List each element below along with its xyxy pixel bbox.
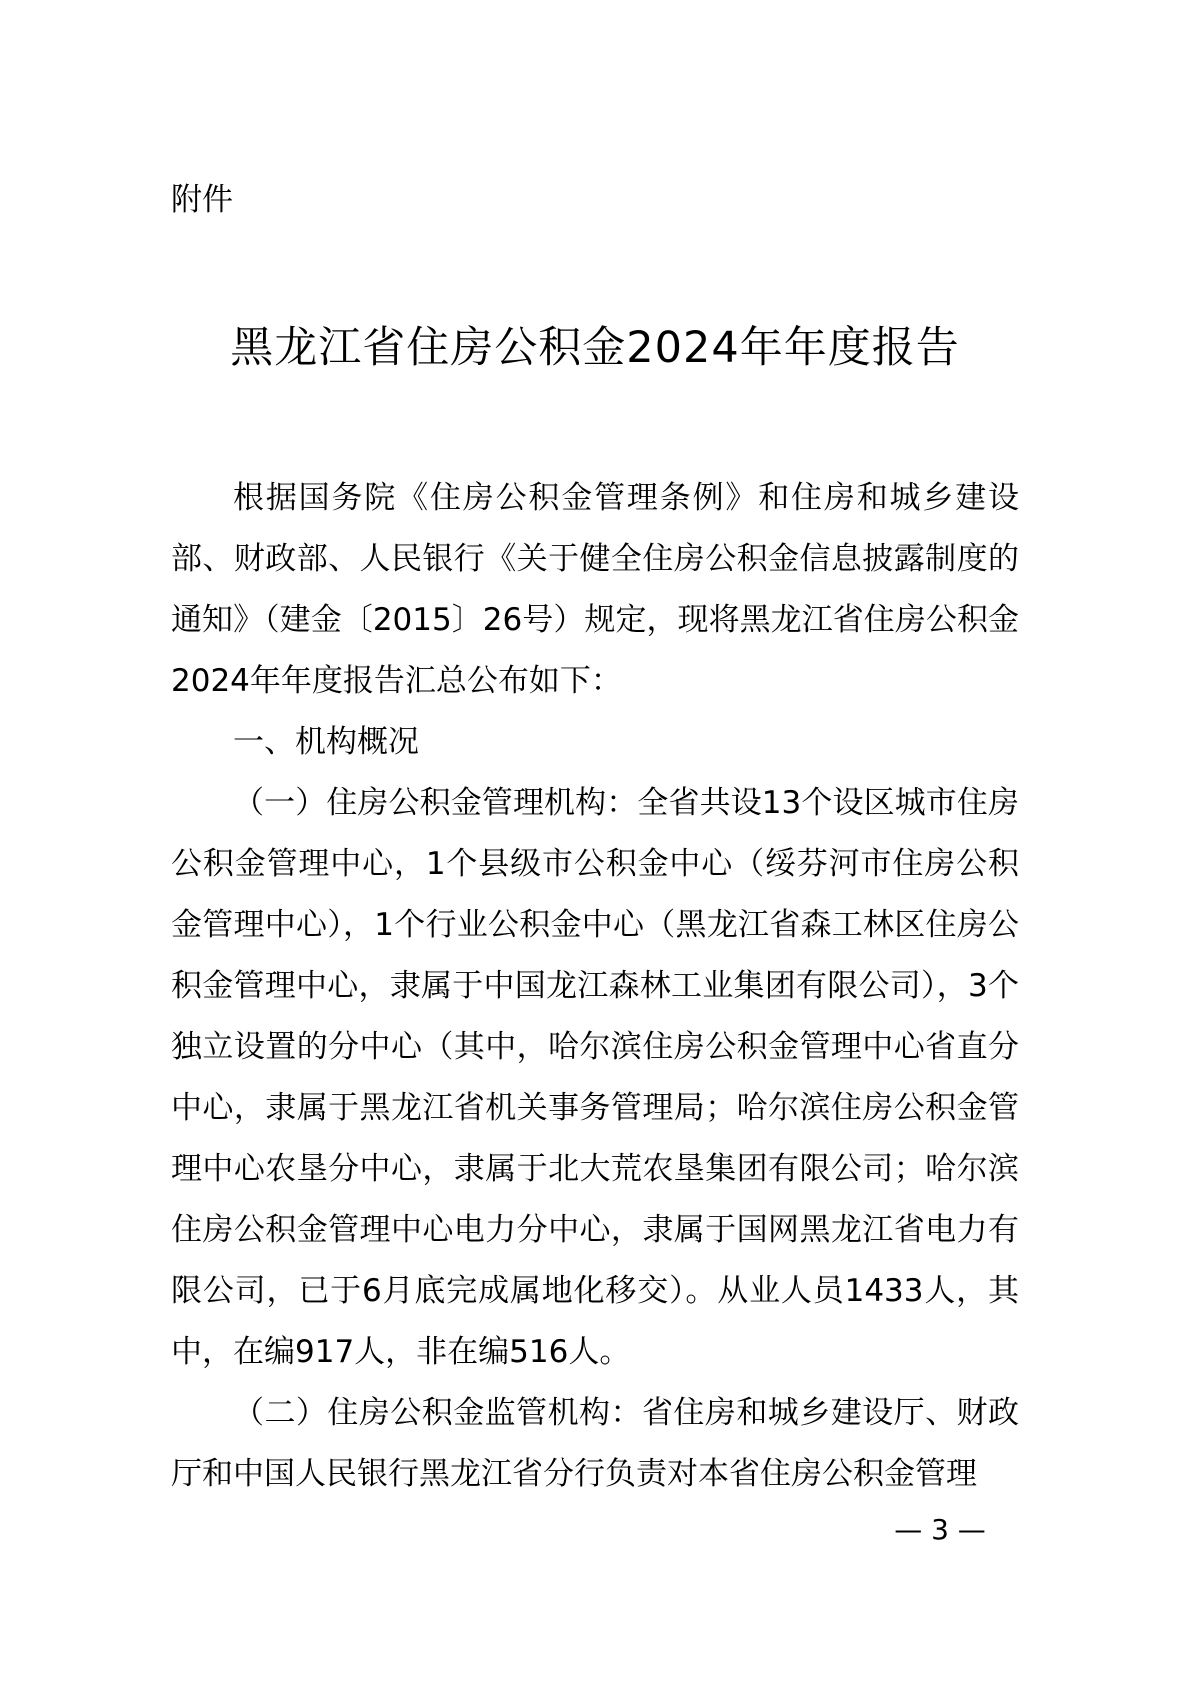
paragraph-management-institutions: （一）住房公积金管理机构：全省共设13个设区城市住房公积金管理中心，1个县级市公积金中心（绥芬河市住房公积金管理中心），1个行业公积金中心（黑龙江省森工林区住房公积金管理中心，隶属于中国龙江森林工业集团有限公司），3个独立设置的分中心（其中，哈尔滨住房公积金管理中心省直分中心，隶属于黑龙江省机关事务管理局；哈尔滨住房公积金管理中心农垦分中心，隶属于北大荒农垦集团有限公司；哈尔滨住房公积金管理中心电力分中心，隶属于国网黑龙江省电力有限公司，已于6月底完成属地化移交）。从业人员1433人，其中，在编917人，非在编516人。 <box>171 785 1019 1370</box>
page-number: — 3 — <box>894 1513 986 1546</box>
attachment-label: 附件 <box>171 182 233 218</box>
paragraph-intro: 根据国务院《住房公积金管理条例》和住房和城乡建设部、财政部、人民银行《关于健全住房公积金信息披露制度的通知》（建金〔2015〕26号）规定，现将黑龙江省住房公积金2024年年度报告汇总公布如下： <box>171 480 1019 699</box>
section-heading-institutions: 一、机构概况 <box>233 724 419 760</box>
paragraph-supervision-institutions: （二）住房公积金监管机构：省住房和城乡建设厅、财政厅和中国人民银行黑龙江省分行负责对本省住房公积金管理 <box>171 1395 1019 1492</box>
document-title: 黑龙江省住房公积金2024年年度报告 <box>230 323 960 373</box>
document-body <box>171 468 1019 1505</box>
